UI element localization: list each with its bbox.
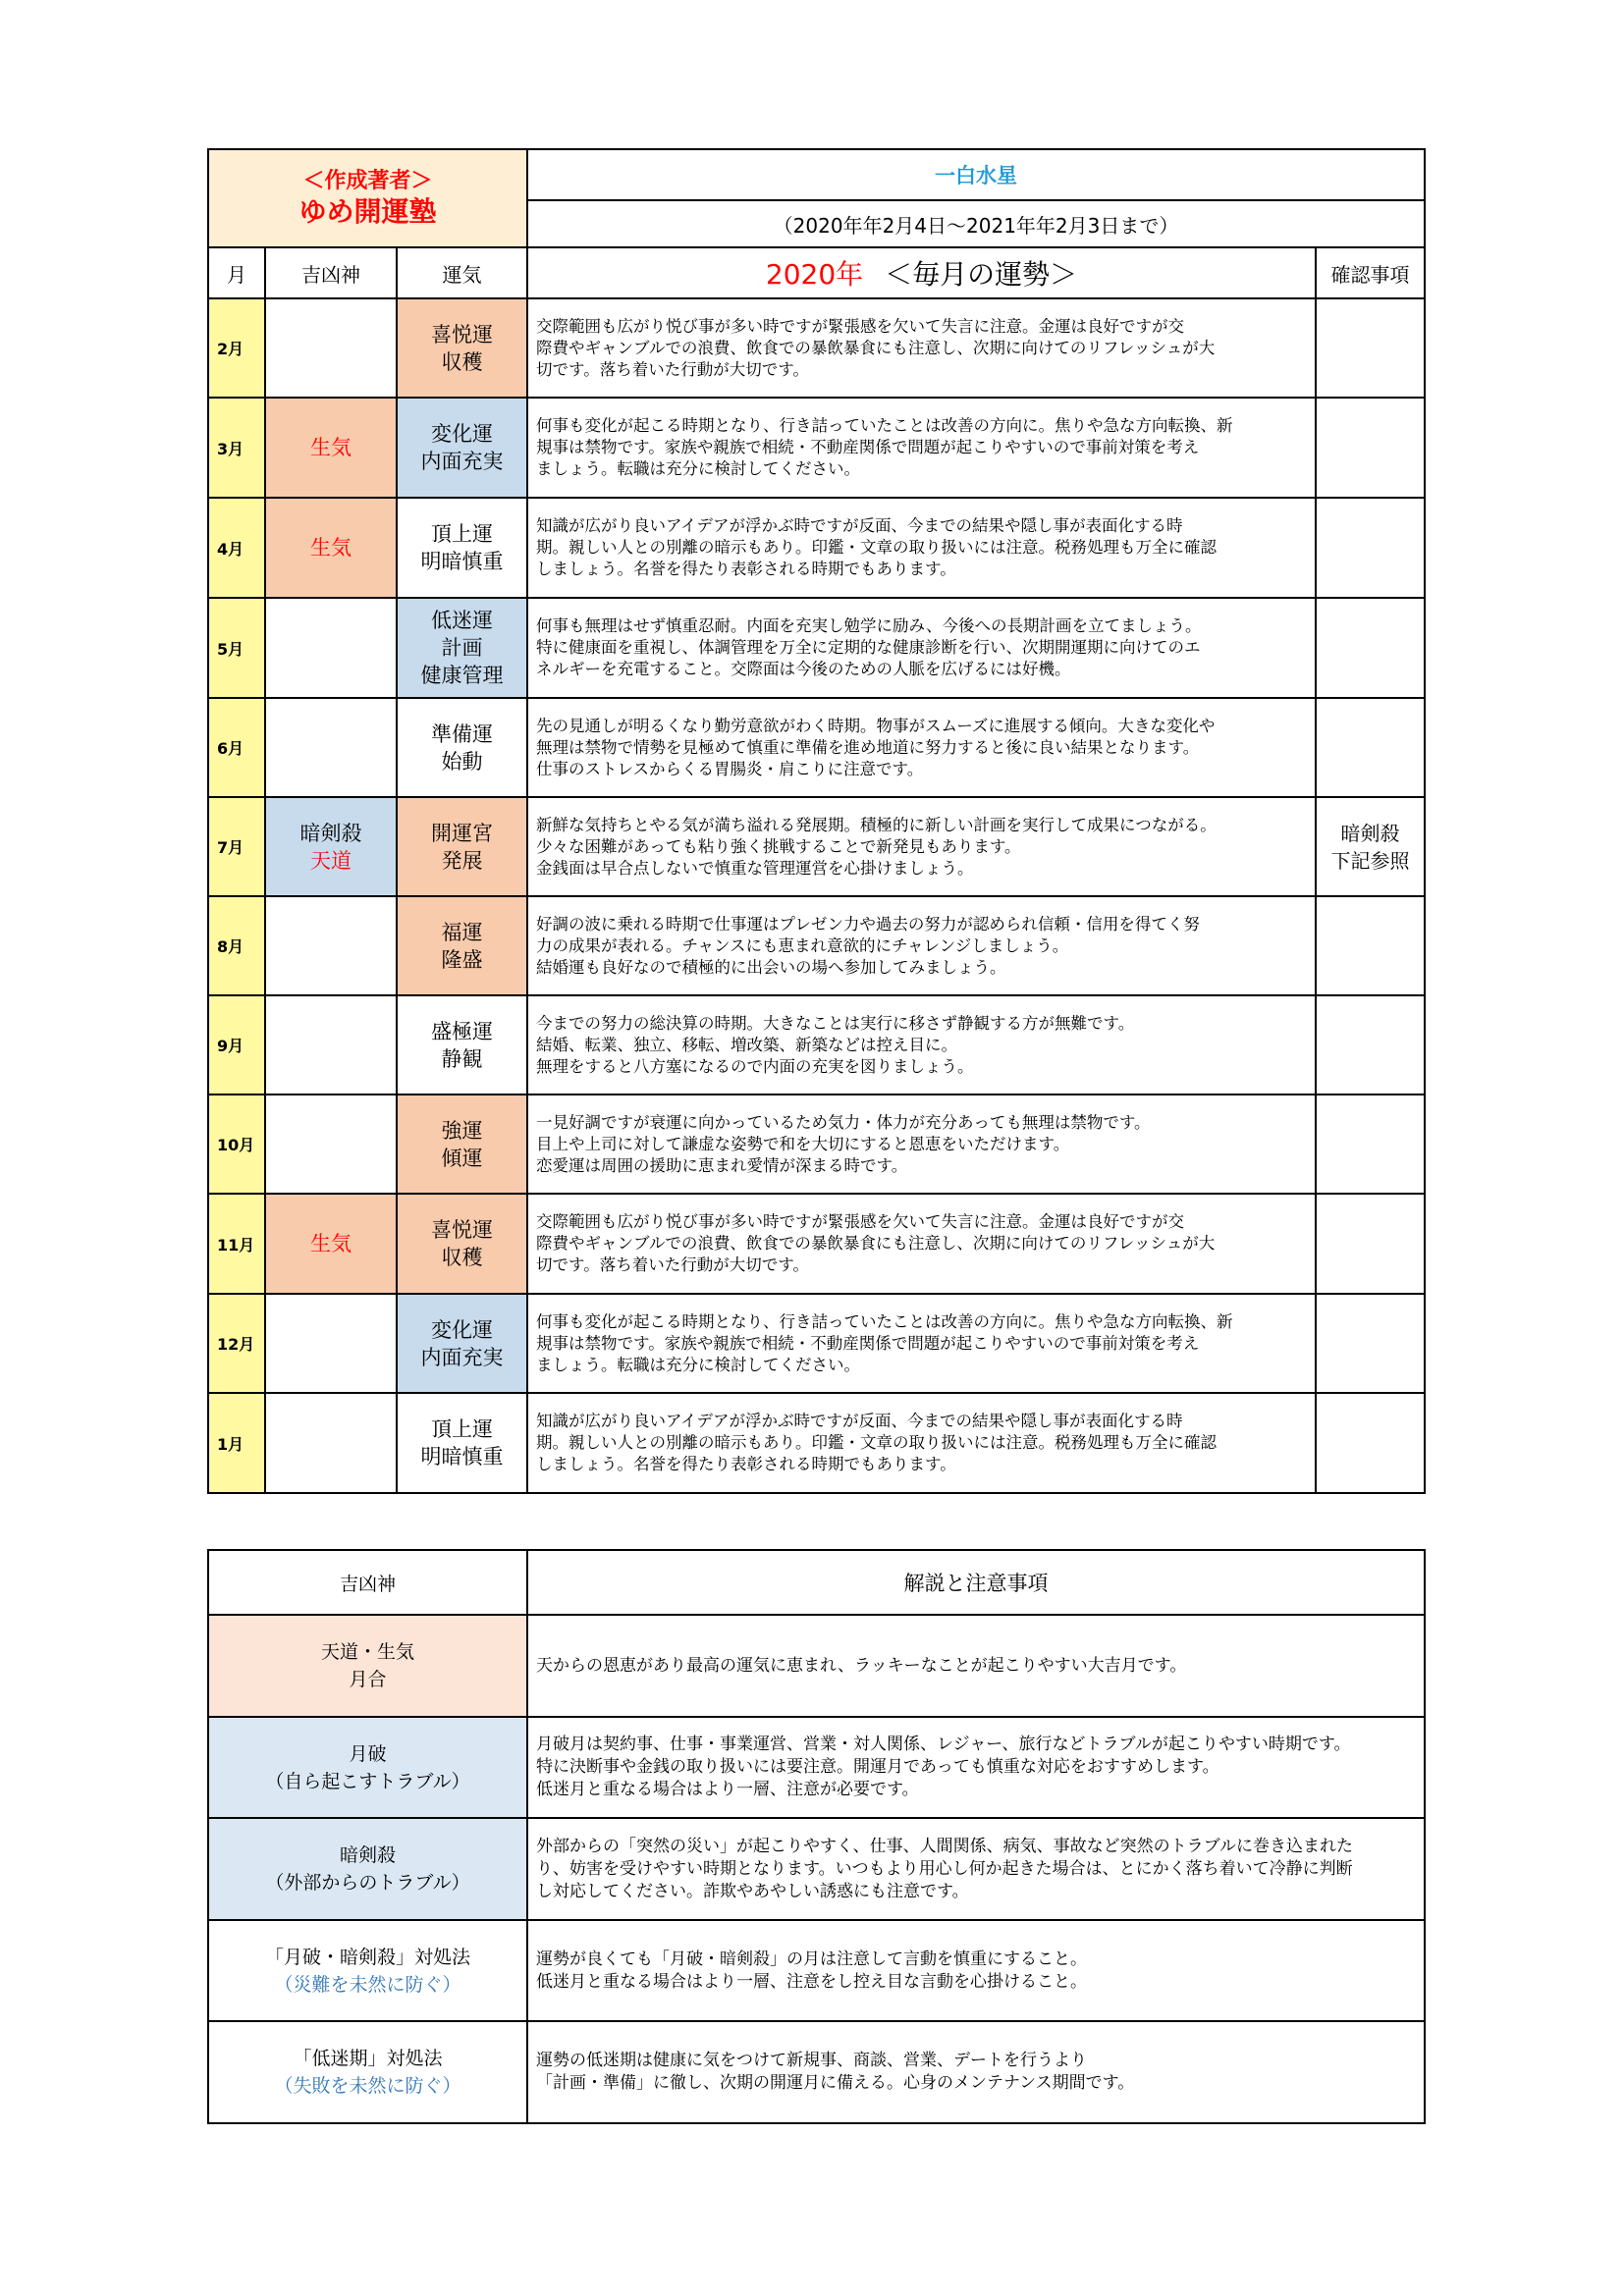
legend-description-line: 運勢が良くても「月破・暗剣殺」の月は注意して言動を慎重にすること。: [536, 1949, 1087, 1969]
legend-name-cell: [208, 2021, 527, 2123]
god-cell: [265, 398, 397, 498]
description-line: 特に健康面を重視し、体調管理を万全に定期的な健康診断を行い、次期開運期に向けてのエ: [536, 638, 1201, 657]
god-cell: [265, 995, 397, 1095]
god-label: 天道: [310, 848, 352, 873]
luck-cell: [397, 896, 527, 995]
god-cell: [265, 1294, 397, 1393]
description-line: 結婚、転業、独立、移転、増改築、新築などは控え目に。: [536, 1035, 958, 1054]
check-cell: [1316, 598, 1425, 698]
luck-label: 内面充実: [420, 1345, 504, 1369]
description-line: 際費やギャンブルでの浪費、飲食での暴飲暴食にも注意し、次期に向けてのリフレッシュが大: [536, 338, 1216, 357]
legend-note: （災難を未然に防ぐ）: [274, 1973, 461, 1996]
description-cell: [527, 995, 1316, 1095]
luck-label: 頂上運: [431, 522, 494, 546]
description-line: しましょう。名誉を得たり表彰される時期でもあります。: [536, 1455, 956, 1473]
luck-label: 静観: [441, 1046, 483, 1071]
description-line: 目上や上司に対して謙虚な姿勢で和を大切にすると恩恵をいただけます。: [536, 1134, 1070, 1153]
author-name: ゆめ開運塾: [298, 195, 437, 228]
luck-cell: [397, 398, 527, 498]
month-label: 10月: [208, 1095, 265, 1194]
star-title: 一白水星: [527, 149, 1425, 200]
month-label: 4月: [208, 498, 265, 598]
month-label: 1月: [208, 1393, 265, 1493]
month-row: [208, 598, 1425, 698]
description-line: 期。親しい人との別離の暗示もあり。印鑑・文章の取り扱いには注意。税務処理も万全に確認: [536, 1433, 1218, 1452]
luck-label: 低迷運: [431, 609, 494, 632]
god-cell: [265, 1194, 397, 1294]
legend-description-line: 低迷月と重なる場合はより一層、注意をし控え目な言動を心掛けること。: [536, 1971, 1087, 1992]
check-cell: [1316, 1393, 1425, 1493]
check-cell: [1316, 797, 1425, 896]
title-sub: ＜毎月の運勢＞: [885, 258, 1078, 291]
legend-description-line: 月破月は契約事、仕事・事業運営、営業・対人関係、レジャー、旅行などトラブルが起こりやすい時期です。: [536, 1735, 1351, 1754]
luck-cell: [397, 1294, 527, 1393]
col-header-luck: 運気: [397, 247, 527, 298]
description-cell: [527, 1194, 1316, 1294]
legend-name: 天道・生気: [320, 1641, 414, 1663]
god-cell: [265, 1095, 397, 1194]
luck-label: 明暗慎重: [420, 1445, 504, 1468]
description-line: 仕事のストレスからくる胃腸炎・肩こりに注意です。: [536, 759, 924, 778]
description-cell: [527, 598, 1316, 698]
luck-label: 傾運: [441, 1146, 483, 1170]
god-label: 生気: [310, 1232, 352, 1255]
luck-cell: [397, 698, 527, 797]
god-cell: [265, 1393, 397, 1493]
month-row: [208, 1294, 1425, 1393]
description-line: 規事は禁物です。家族や親族で相続・不動産関係で問題が起こりやすいので事前対策を考え: [536, 438, 1200, 456]
col-header-god: 吉凶神: [265, 247, 397, 298]
legend-description-line: 低迷月と重なる場合はより一層、注意が必要です。: [536, 1780, 919, 1799]
legend-note: （失敗を未然に防ぐ）: [274, 2075, 461, 2097]
month-label: 9月: [208, 995, 265, 1095]
luck-label: 計画: [441, 636, 483, 660]
legend-header-right: 解説と注意事項: [527, 1550, 1425, 1615]
legend-description-line: 特に決断事や金銭の取り扱いには要注意。開運月であっても慎重な対応をおすすめします。: [536, 1757, 1219, 1777]
description-line: 力の成果が表れる。チャンスにも恵まれ意欲的にチャレンジしましょう。: [536, 935, 1069, 955]
description-line: 結婚運も良好なので積極的に出会いの場へ参加してみましょう。: [536, 957, 1006, 977]
author-label: ＜作成著者＞: [302, 169, 433, 193]
luck-label: 頂上運: [431, 1417, 494, 1441]
luck-label: 喜悦運: [431, 1218, 494, 1242]
description-cell: [527, 498, 1316, 598]
legend-note: （外部からのトラブル）: [265, 1872, 470, 1894]
luck-label: 隆盛: [441, 947, 483, 972]
legend-description-cell: [527, 1920, 1425, 2021]
description-line: 何事も変化が起こる時期となり、行き詰っていたことは改善の方向に。焦りや急な方向転換、新: [536, 416, 1233, 435]
luck-label: 変化運: [431, 422, 494, 446]
legend-name: 暗剣殺: [339, 1844, 396, 1866]
luck-cell: [397, 995, 527, 1095]
luck-label: 福運: [441, 920, 483, 944]
legend-name: 「低迷期」対処法: [293, 2048, 443, 2069]
legend-note: （自ら起こすトラブル）: [265, 1770, 470, 1792]
luck-cell: [397, 498, 527, 598]
check-cell: [1316, 995, 1425, 1095]
description-line: 切です。落ち着いた行動が大切です。: [536, 1255, 809, 1274]
luck-cell: [397, 797, 527, 896]
luck-label: 開運宮: [431, 821, 494, 845]
legend-description-cell: [527, 1615, 1425, 1717]
description-cell: [527, 1294, 1316, 1393]
description-line: 先の見通しが明るくなり勤労意欲がわく時期。物事がスムーズに進展する傾向。大きな変化や: [536, 716, 1216, 735]
check-cell: [1316, 698, 1425, 797]
god-label: 暗剣殺: [299, 821, 362, 845]
god-cell: [265, 797, 397, 896]
legend-name-cell: [208, 1818, 527, 1920]
title-year: 2020年: [765, 258, 864, 291]
description-line: 好調の波に乗れる時期で仕事運はプレゼン力や過去の努力が認められ信頼・信用を得てく努: [536, 914, 1200, 934]
check-cell: [1316, 1095, 1425, 1194]
legend-name-cell: [208, 1920, 527, 2021]
legend-row: [208, 2021, 1425, 2123]
check-cell: [1316, 1194, 1425, 1294]
description-line: 際費やギャンブルでの浪費、飲食での暴飲暴食にも注意し、次期に向けてのリフレッシュが大: [536, 1234, 1216, 1253]
month-label: 12月: [208, 1294, 265, 1393]
legend-description-line: 運勢の低迷期は健康に気をつけて新規事、商談、営業、デートを行うより: [536, 2051, 1087, 2070]
god-cell: [265, 598, 397, 698]
description-line: 恋愛運は周囲の援助に恵まれ愛情が深まる時です。: [536, 1155, 908, 1175]
author-cell: [208, 149, 527, 247]
description-line: 知識が広がり良いアイデアが浮かぶ時ですが反面、今までの結果や隠し事が表面化する時: [536, 1412, 1183, 1430]
month-row: [208, 896, 1425, 995]
luck-label: 変化運: [431, 1317, 494, 1342]
description-cell: [527, 797, 1316, 896]
god-cell: [265, 498, 397, 598]
month-label: 3月: [208, 398, 265, 498]
legend-table: [207, 1549, 1426, 2124]
description-line: 何事も無理はせず慎重忍耐。内面を充実し勉学に励み、今後への長期計画を立てましょう。: [536, 616, 1202, 635]
month-label: 8月: [208, 896, 265, 995]
col-header-month: 月: [208, 247, 265, 298]
god-label: 生気: [310, 436, 352, 459]
legend-description-line: 外部からの「突然の災い」が起こりやすく、仕事、人間関係、病気、事故など突然のトラブルに巻き込まれた: [536, 1836, 1353, 1856]
month-label: 2月: [208, 298, 265, 398]
check-label: 暗剣殺: [1340, 821, 1400, 845]
month-row: [208, 398, 1425, 498]
month-row: [208, 698, 1425, 797]
month-row: [208, 1194, 1425, 1294]
legend-name-cell: [208, 1615, 527, 1717]
description-line: 切です。落ち着いた行動が大切です。: [536, 359, 809, 379]
legend-description-cell: [527, 2021, 1425, 2123]
god-cell: [265, 896, 397, 995]
month-label: 6月: [208, 698, 265, 797]
description-line: 金銭面は早合点しないで慎重な管理運営を心掛けましょう。: [536, 858, 974, 878]
description-line: 期。親しい人との別離の暗示もあり。印鑑・文章の取り扱いには注意。税務処理も万全に確認: [536, 538, 1218, 557]
luck-label: 明暗慎重: [420, 550, 504, 573]
luck-cell: [397, 1095, 527, 1194]
description-cell: [527, 1095, 1316, 1194]
description-cell: [527, 698, 1316, 797]
month-row: [208, 797, 1425, 896]
legend-name: 月合: [349, 1669, 387, 1690]
description-line: しましょう。名誉を得たり表彰される時期でもあります。: [536, 560, 956, 578]
legend-row: [208, 1615, 1425, 1717]
description-line: 新鮮な気持ちとやる気が満ち溢れる発展期。積極的に新しい計画を実行して成果につながる。: [536, 815, 1217, 834]
description-line: 無理をすると八方塞になるので内面の充実を図りましょう。: [536, 1056, 974, 1076]
description-line: 少々な困難があっても粘り強く挑戦することで新発見もあります。: [536, 836, 1021, 856]
description-line: 一見好調ですが衰運に向かっているため気力・体力が充分あっても無理は禁物です。: [536, 1112, 1151, 1132]
luck-label: 発展: [441, 848, 483, 873]
luck-label: 始動: [441, 749, 483, 774]
legend-name: 月破: [349, 1742, 387, 1765]
god-cell: [265, 698, 397, 797]
legend-description-cell: [527, 1717, 1425, 1818]
description-line: 今までの努力の総決算の時期。大きなことは実行に移さず静観する方が無難です。: [536, 1013, 1135, 1033]
description-line: ネルギーを充電すること。交際面は今後のための人脈を広げるには好機。: [536, 660, 1071, 678]
legend-description-line: 「計画・準備」に徹し、次期の開運月に備える。心身のメンテナンス期間です。: [536, 2073, 1135, 2093]
month-row: [208, 498, 1425, 598]
check-cell: [1316, 1294, 1425, 1393]
description-cell: [527, 298, 1316, 398]
description-cell: [527, 1393, 1316, 1493]
check-cell: [1316, 398, 1425, 498]
legend-description-line: 天からの恩恵があり最高の運気に恵まれ、ラッキーなことが起こりやすい大吉月です。: [536, 1655, 1187, 1676]
month-row: [208, 298, 1425, 398]
luck-cell: [397, 598, 527, 698]
legend-name: 「月破・暗剣殺」対処法: [264, 1946, 470, 1968]
luck-cell: [397, 1194, 527, 1294]
check-cell: [1316, 896, 1425, 995]
luck-label: 健康管理: [420, 664, 504, 687]
legend-row: [208, 1920, 1425, 2021]
period-text: （2020年年2月4日～2021年年2月3日まで）: [527, 200, 1425, 247]
col-header-title: [527, 247, 1316, 298]
description-cell: [527, 896, 1316, 995]
legend-description-line: し対応してください。詐欺やあやしい誘惑にも注意です。: [536, 1881, 969, 1901]
check-cell: [1316, 498, 1425, 598]
god-cell: [265, 298, 397, 398]
description-line: 規事は禁物です。家族や親族で相続・不動産関係で問題が起こりやすいので事前対策を考え: [536, 1333, 1200, 1353]
check-label: 下記参照: [1330, 848, 1410, 873]
description-line: 交際範囲も広がり悦び事が多い時ですが緊張感を欠いて失言に注意。金運は良好ですが交: [536, 316, 1185, 336]
legend-rows: [208, 1615, 1425, 2123]
god-label: 生気: [310, 536, 352, 560]
description-line: ましょう。転職は充分に検討してください。: [536, 1355, 861, 1374]
month-row: [208, 1095, 1425, 1194]
luck-label: 収穫: [441, 1246, 483, 1269]
month-label: 11月: [208, 1194, 265, 1294]
luck-label: 準備運: [431, 721, 494, 746]
luck-cell: [397, 298, 527, 398]
month-rows: [208, 298, 1425, 1493]
check-cell: [1316, 298, 1425, 398]
description-line: 交際範囲も広がり悦び事が多い時ですが緊張感を欠いて失言に注意。金運は良好ですが交: [536, 1212, 1185, 1231]
legend-header-left: 吉凶神: [208, 1550, 527, 1615]
legend-name-cell: [208, 1717, 527, 1818]
description-line: 無理は禁物で情勢を見極めて慎重に準備を進め地道に努力すると後に良い結果となります。: [536, 737, 1200, 757]
legend-row: [208, 1818, 1425, 1920]
description-line: ましょう。転職は充分に検討してください。: [536, 459, 861, 478]
luck-label: 強運: [441, 1118, 483, 1143]
description-cell: [527, 398, 1316, 498]
month-label: 5月: [208, 598, 265, 698]
luck-label: 喜悦運: [431, 322, 494, 347]
luck-label: 収穫: [441, 349, 483, 374]
legend-row: [208, 1717, 1425, 1818]
luck-cell: [397, 1393, 527, 1493]
month-label: 7月: [208, 797, 265, 896]
fortune-table: [207, 148, 1426, 1494]
luck-label: 内面充実: [420, 450, 504, 473]
description-line: 知識が広がり良いアイデアが浮かぶ時ですが反面、今までの結果や隠し事が表面化する時: [536, 516, 1183, 535]
month-row: [208, 995, 1425, 1095]
col-header-check: 確認事項: [1316, 247, 1425, 298]
legend-description-line: り、妨害を受けやすい時期となります。いつもより用心し何か起きた場合は、とにかく落ち着いて冷静に判断: [536, 1858, 1353, 1879]
legend-description-cell: [527, 1818, 1425, 1920]
luck-label: 盛極運: [431, 1019, 494, 1043]
description-line: 何事も変化が起こる時期となり、行き詰っていたことは改善の方向に。焦りや急な方向転換、新: [536, 1311, 1233, 1331]
month-row: [208, 1393, 1425, 1493]
